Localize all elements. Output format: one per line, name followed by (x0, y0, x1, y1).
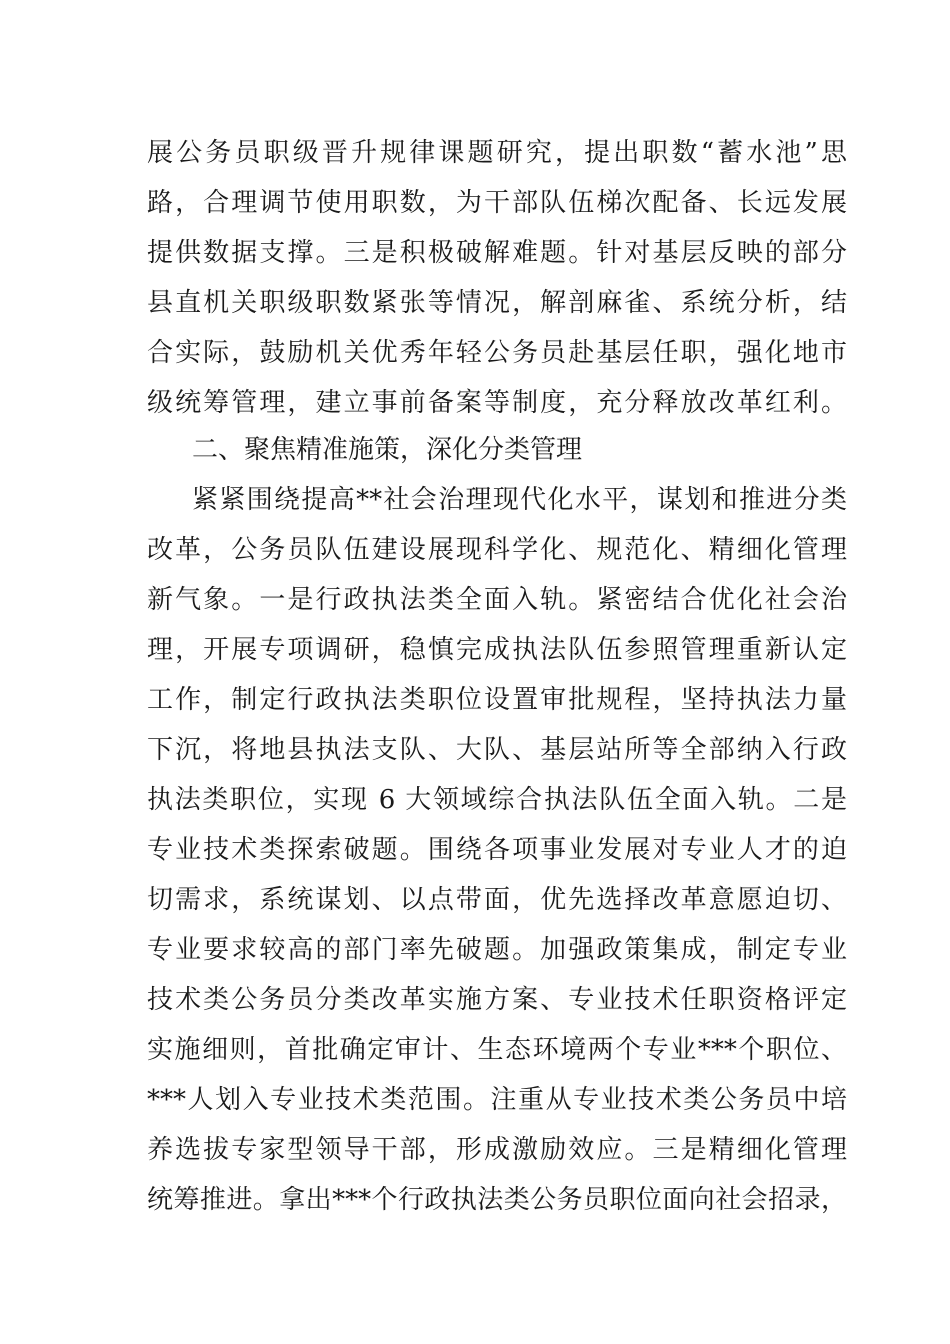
paragraph-line: 改革，公务员队伍建设展现科学化、规范化、精细化管理 (147, 535, 847, 565)
paragraph-line: 统筹推进。拿出***个行政执法类公务员职位面向社会招录， (147, 1185, 847, 1215)
paragraph-line: 新气象。一是行政执法类全面入轨。紧密结合优化社会治 (147, 585, 847, 615)
paragraph-line: ***人划入专业技术类范围。注重从专业技术类公务员中培 (147, 1085, 847, 1115)
paragraph-line: 紧紧围绕提高**社会治理现代化水平，谋划和推进分类 (192, 485, 847, 515)
paragraph-line: 级统筹管理，建立事前备案等制度，充分释放改革红利。 (147, 388, 847, 418)
paragraph-line: 合实际，鼓励机关优秀年轻公务员赴基层任职，强化地市 (147, 338, 847, 368)
paragraph-line: 工作，制定行政执法类职位设置审批规程，坚持执法力量 (147, 685, 847, 715)
paragraph-line: 路，合理调节使用职数，为干部队伍梯次配备、长远发展 (147, 188, 847, 218)
paragraph-line: 提供数据支撑。三是积极破解难题。针对基层反映的部分 (147, 238, 847, 268)
paragraph-line: 理，开展专项调研，稳慎完成执法队伍参照管理重新认定 (147, 635, 847, 665)
paragraph-line: 实施细则，首批确定审计、生态环境两个专业***个职位、 (147, 1035, 847, 1065)
paragraph-line: 切需求，系统谋划、以点带面，优先选择改革意愿迫切、 (147, 885, 847, 915)
paragraph-line: 展公务员职级晋升规律课题研究，提出职数“蓄水池”思 (147, 138, 847, 168)
section-heading: 二、聚焦精准施策，深化分类管理 (192, 435, 583, 465)
paragraph-line: 养选拔专家型领导干部，形成激励效应。三是精细化管理 (147, 1135, 847, 1165)
paragraph-line: 专业要求较高的部门率先破题。加强政策集成，制定专业 (147, 935, 847, 965)
paragraph-line: 县直机关职级职数紧张等情况，解剖麻雀、系统分析，结 (147, 288, 847, 318)
paragraph-line: 下沉，将地县执法支队、大队、基层站所等全部纳入行政 (147, 735, 847, 765)
paragraph-line: 技术类公务员分类改革实施方案、专业技术任职资格评定 (147, 985, 847, 1015)
paragraph-line: 专业技术类探索破题。围绕各项事业发展对专业人才的迫 (147, 835, 847, 865)
paragraph-line: 执法类职位，实现 6 大领域综合执法队伍全面入轨。二是 (147, 785, 847, 815)
